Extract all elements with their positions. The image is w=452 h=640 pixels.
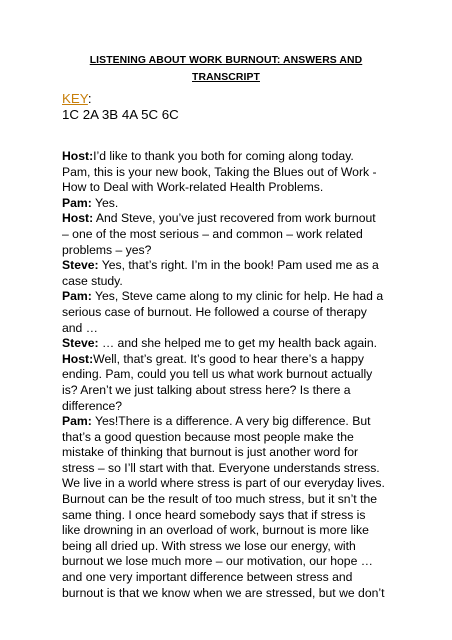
- transcript: [62, 149, 402, 601]
- transcript-text: like drowning in an overload of work, burnout is more like: [62, 523, 369, 538]
- key-label: KEY: [62, 91, 88, 106]
- transcript-line: [62, 258, 402, 274]
- transcript-text: Yes!There is a difference. A very big difference. But: [91, 414, 371, 429]
- transcript-text: case study.: [62, 273, 123, 288]
- transcript-line: [62, 336, 402, 352]
- transcript-text: and one very important difference between stress and: [62, 570, 353, 585]
- transcript-line: [62, 461, 402, 477]
- transcript-line: [62, 165, 402, 181]
- transcript-line: [62, 180, 402, 196]
- transcript-text: And Steve, you’ve just recovered from work burnout: [93, 211, 376, 226]
- transcript-line: [62, 321, 402, 337]
- transcript-text: – one of the most serious – and common – work related: [62, 226, 363, 241]
- transcript-line: [62, 399, 402, 415]
- transcript-text: I’d like to thank you both for coming along today.: [93, 149, 354, 163]
- transcript-line: [62, 305, 402, 321]
- key-colon: :: [87, 91, 92, 106]
- transcript-text: Well, that’s great. It’s good to hear there’s a happy: [93, 351, 364, 366]
- transcript-line: [62, 586, 402, 602]
- transcript-text: that’s a good question because most people make the: [62, 429, 354, 444]
- transcript-text: We live in a world where stress is part of our everyday lives.: [62, 476, 385, 491]
- transcript-line: [62, 414, 402, 430]
- transcript-text: and …: [62, 320, 98, 335]
- transcript-line: [62, 430, 402, 446]
- transcript-text: burnout we lose much more – our motivation, our hope …: [62, 554, 373, 569]
- title-line-2: TRANSCRIPT: [192, 72, 260, 83]
- transcript-line: [62, 289, 402, 305]
- speaker-label: Host:: [62, 351, 94, 366]
- transcript-text: problems – yes?: [62, 242, 152, 257]
- transcript-line: [62, 492, 402, 508]
- transcript-text: Yes.: [91, 195, 119, 210]
- transcript-line: [62, 227, 402, 243]
- speaker-label: Steve:: [62, 258, 99, 273]
- transcript-text: burnout is that we know when we are stressed, but we don’t: [62, 585, 385, 600]
- transcript-text: Pam, this is your new book, Taking the Blues out of Work -: [62, 164, 377, 179]
- transcript-line: [62, 243, 402, 259]
- transcript-line: [62, 367, 402, 383]
- speaker-label: Pam:: [62, 289, 92, 304]
- speaker-label: Host:: [62, 211, 94, 226]
- transcript-line: [62, 554, 402, 570]
- transcript-line: [62, 383, 402, 399]
- transcript-text: same thing. I once heard somebody says that if stress is: [62, 507, 366, 522]
- transcript-text: Yes, Steve came along to my clinic for help. He had a: [91, 289, 384, 304]
- transcript-text: is? Aren’t we just talking about stress here? Is there a: [62, 382, 351, 397]
- transcript-text: How to Deal with Work-related Health Problems.: [62, 180, 324, 195]
- transcript-line: [62, 352, 402, 368]
- transcript-line: [62, 149, 402, 165]
- document-title: [40, 52, 412, 86]
- transcript-line: [62, 196, 402, 212]
- transcript-text: Burnout can be the result of too much stress, but it sn’t the: [62, 492, 378, 507]
- transcript-text: … and she helped me to get my health back again.: [98, 336, 378, 351]
- transcript-line: [62, 211, 402, 227]
- transcript-line: [62, 539, 402, 555]
- transcript-line: [62, 274, 402, 290]
- title-line-1: LISTENING ABOUT WORK BURNOUT: ANSWERS AND: [89, 55, 363, 66]
- transcript-text: being all dried up. With stress we lose our energy, with: [62, 538, 356, 553]
- transcript-text: serious case of burnout. He followed a course of therapy: [62, 304, 367, 319]
- transcript-line: [62, 508, 402, 524]
- transcript-line: [62, 570, 402, 586]
- speaker-label: Pam:: [62, 414, 92, 429]
- transcript-line: [62, 523, 402, 539]
- speaker-label: Pam:: [62, 195, 92, 210]
- transcript-text: stress – so I’ll start with that. Everyone understands stress.: [62, 460, 380, 475]
- transcript-text: difference?: [62, 398, 123, 413]
- speaker-label: Host:: [62, 149, 94, 163]
- speaker-label: Steve:: [62, 336, 99, 351]
- transcript-text: mistake of thinking that burnout is just another word for: [62, 445, 359, 460]
- transcript-text: Yes, that’s right. I’m in the book! Pam used me as a: [98, 258, 379, 273]
- key-heading: [62, 91, 92, 107]
- transcript-line: [62, 445, 402, 461]
- transcript-text: ending. Pam, could you tell us what work burnout actually: [62, 367, 373, 382]
- answer-key: 1C 2A 3B 4A 5C 6C: [62, 107, 179, 122]
- transcript-line: [62, 476, 402, 492]
